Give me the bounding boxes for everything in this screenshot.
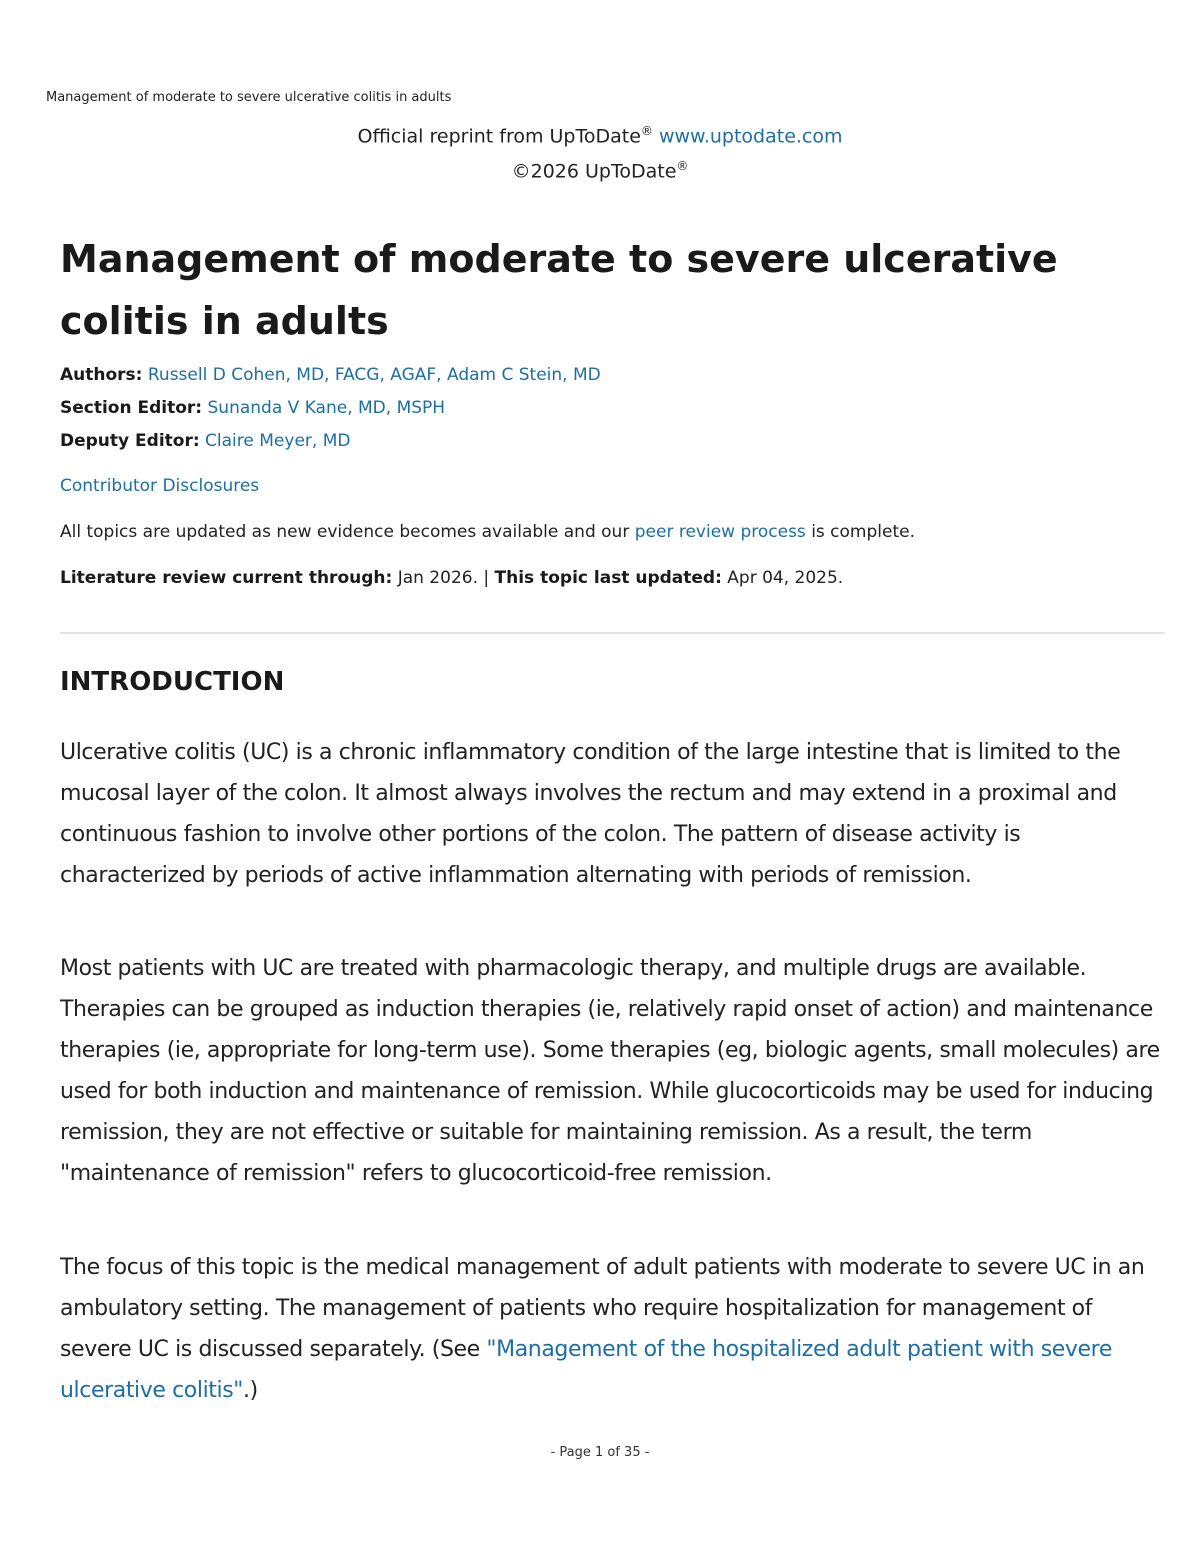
intro-paragraph-2: Most patients with UC are treated with pharmacologic therapy, and multiple drugs are available. Therapies can be grouped as induction therapies (ie, relatively rapid onset of action) and maintenance therapies (ie, appropriate for long-term use). Some therapies (eg, biologic agents, small molecules) are used for both induction and maintenance of remission. While glucocorticoids may be used for inducing remission, they are not effective or suitable for maintaining remission. As a result, the term "maintenance of remission" refers to glucocorticoid-free remission. xyxy=(60,956,1160,1186)
peer-review-link[interactable]: peer review process xyxy=(634,522,806,542)
copyright-line xyxy=(0,151,1200,186)
reprint-line xyxy=(0,116,1200,151)
registered-mark: ® xyxy=(676,159,689,174)
authors-link[interactable]: Russell D Cohen, MD, FACG, AGAF, Adam C Stein, MD xyxy=(147,365,601,385)
literature-review-label: Literature review current through: xyxy=(60,568,393,588)
intro-paragraph-1: Ulcerative colitis (UC) is a chronic inflammatory condition of the large intestine that is limited to the mucosal layer of the colon. It almost always involves the rectum and may extend in a proximal and continuous fashion to involve other portions of the colon. The pattern of disease activity is characterized by periods of active inflammation alternating with periods of remission. xyxy=(60,740,1121,888)
contributor-disclosures-link[interactable]: Contributor Disclosures xyxy=(60,476,260,496)
reprint-prefix: Official reprint from UpToDate xyxy=(357,125,641,148)
update-note xyxy=(60,522,915,542)
hospitalized-uc-link[interactable]: "Management of the hospitalized adult patient with severe ulcerative colitis" xyxy=(60,1337,1112,1403)
divider xyxy=(60,632,1165,634)
section-heading-introduction: INTRODUCTION xyxy=(60,667,285,697)
copyright-text: ©2026 UpToDate xyxy=(511,160,677,183)
authors-label: Authors: xyxy=(60,365,143,385)
last-updated-label: This topic last updated: xyxy=(494,568,722,588)
review-separator: | xyxy=(477,568,495,588)
literature-review-value: Jan 2026. xyxy=(392,568,478,588)
uptodate-link[interactable]: www.uptodate.com xyxy=(658,125,843,148)
page-number: - Page 1 of 35 - xyxy=(550,1445,650,1460)
intro-paragraph-3 xyxy=(60,1247,1165,1411)
running-header: Management of moderate to severe ulcerative colitis in adults xyxy=(46,90,452,105)
reprint-notice xyxy=(0,116,1200,187)
registered-mark: ® xyxy=(640,124,653,138)
section-editor-label: Section Editor: xyxy=(60,398,203,418)
authors-line xyxy=(60,365,601,385)
update-note-after: is complete. xyxy=(805,522,915,542)
update-note-before: All topics are updated as new evidence becomes available and our xyxy=(60,522,635,542)
contributor-disclosures-line xyxy=(60,476,259,496)
intro-paragraph-3-text: The focus of this topic is the medical management of adult patients with moderate to severe UC in an ambulatory setting. The management of patients who require hospitalization for management of severe UC is discussed separately. (See xyxy=(60,1255,1145,1362)
section-editor-link[interactable]: Sunanda V Kane, MD, MSPH xyxy=(207,398,446,418)
last-updated-value: Apr 04, 2025. xyxy=(721,568,844,588)
review-dates xyxy=(60,568,843,588)
section-editor-line xyxy=(60,398,445,418)
intro-paragraph-3-end: .) xyxy=(243,1378,258,1403)
deputy-editor-line xyxy=(60,431,350,451)
deputy-editor-label: Deputy Editor: xyxy=(60,431,200,451)
page-title: Management of moderate to severe ulcerative colitis in adults xyxy=(60,237,1058,343)
deputy-editor-link[interactable]: Claire Meyer, MD xyxy=(205,431,351,451)
